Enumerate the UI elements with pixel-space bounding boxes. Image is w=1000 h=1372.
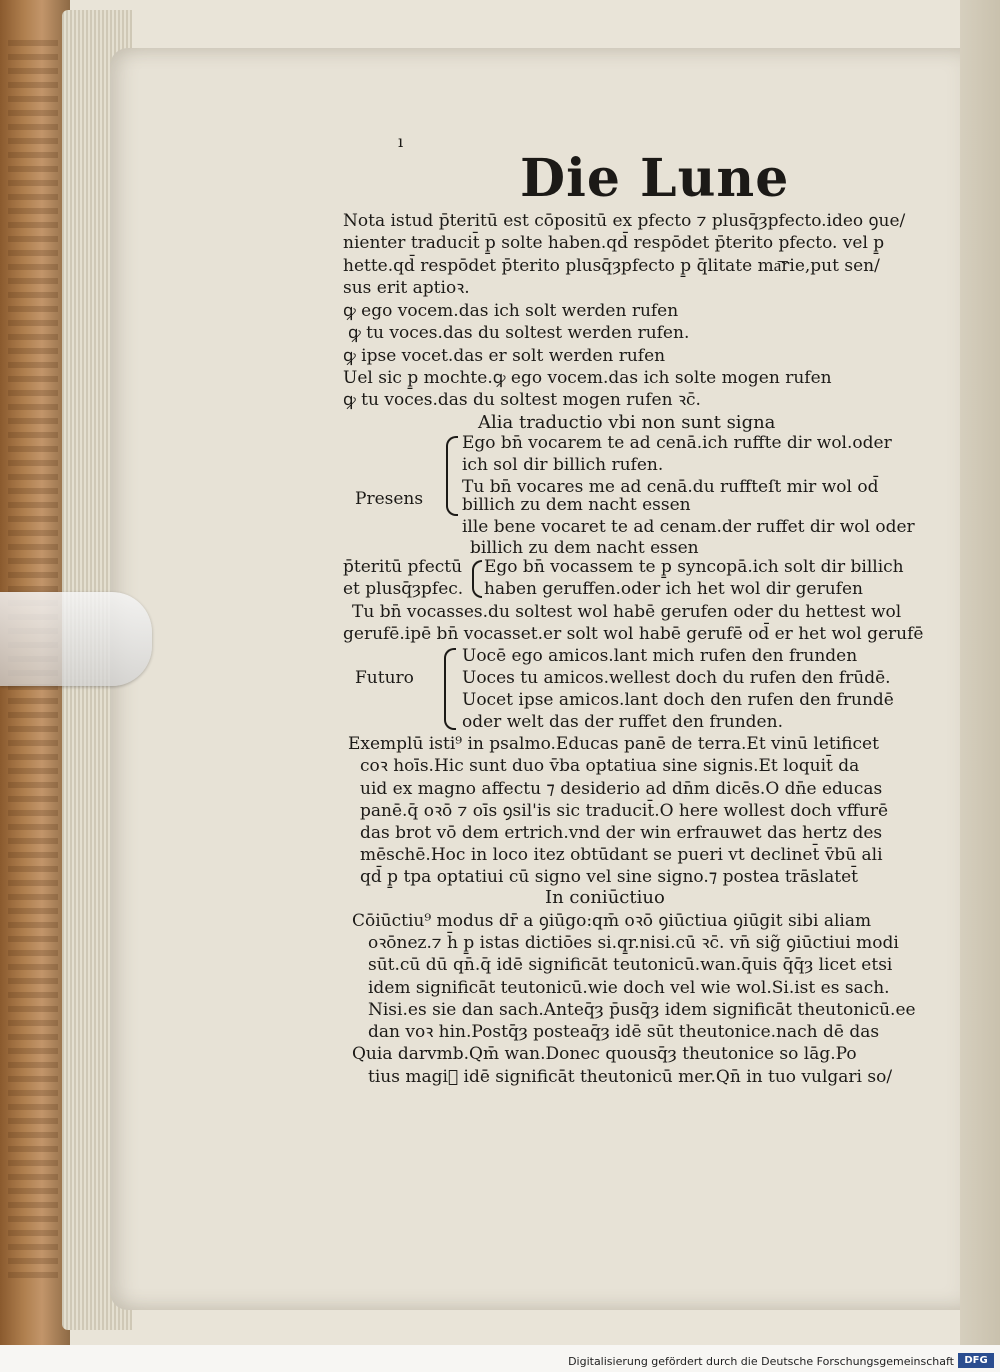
text-line: mēschē.Hoc in loco itez obtūdant se pueri vt declinet̄ v̄bū ali bbox=[360, 845, 883, 865]
footer-credit: Digitalisierung gefördert durch die Deutsche Forschungsgemeinschaft bbox=[568, 1355, 954, 1368]
text-line: Tu bn̄ vocares me ad cenā.du ruffteſt mir wol od̄ bbox=[462, 477, 879, 497]
section-heading: In coniūctiuo bbox=[545, 887, 665, 908]
page-mark: ı bbox=[398, 132, 404, 151]
book-gutter bbox=[960, 0, 1000, 1345]
page-title: Die Lune bbox=[520, 148, 790, 209]
section-heading: Alia traductio vbi non sunt signa bbox=[478, 412, 776, 433]
text-line: panē.q̄ oꝛō ⁊ oīs ꝯsil'is sic traducit̄.O here wollest doch vffurē bbox=[360, 801, 889, 821]
text-line: ꝙ tu voces.das du soltest mogen rufen ꝛc̄. bbox=[343, 390, 701, 410]
text-line: coꝛ hoīs.Hic sunt duo v̄ba optatiua sine signis.Et loquit̄ da bbox=[360, 756, 860, 776]
text-line: ꝙ ego vocem.das ich solt werden rufen bbox=[343, 301, 679, 321]
margin-label: et plusq̄ȝpfec. bbox=[343, 579, 464, 599]
text-line: haben geruffen.oder ich het wol dir gerufen bbox=[484, 579, 863, 599]
brace bbox=[446, 436, 458, 516]
text-line: dan voꝛ hin.Postq̄ȝ posteaq̄ȝ idē sūt theutonice.nach dē das bbox=[368, 1022, 880, 1042]
text-line: Uoces tu amicos.wellest doch du rufen den frūdē. bbox=[462, 668, 891, 688]
text-line: gerufē.ipē bn̄ vocasset.er solt wol habē gerufē od̄ er het wol gerufē bbox=[343, 624, 924, 644]
text-line: tius magi᷑ idē significāt theutonicū mer.Qn̄ in tuo vulgari so/ bbox=[368, 1067, 893, 1087]
margin-label: p̄teritū pfectū bbox=[343, 557, 463, 577]
text-line: Uel sic p̱ mochte.ꝙ ego vocem.das ich solte mogen rufen bbox=[343, 368, 832, 388]
text-line: ich sol dir billich rufen. bbox=[462, 455, 664, 475]
text-line: billich zu dem nacht essen bbox=[470, 538, 699, 558]
text-line: Tu bn̄ vocasses.du soltest wol habē gerufen oder du hettest wol bbox=[352, 602, 902, 622]
text-line: ille bene vocaret te ad cenam.der ruffet dir wol oder bbox=[462, 517, 915, 537]
text-line: qd̄ p̱ tpa optatiui cū signo vel sine signo.⁊ postea trāslatet̄ bbox=[360, 867, 859, 887]
text-line: ꝙ tu voces.das du soltest werden rufen. bbox=[348, 323, 690, 343]
text-line: Ego bn̄ vocassem te p̱ syncopā.ich solt dir billich bbox=[484, 557, 904, 577]
text-line: Exemplū isti⁹ in psalmo.Educas panē de terra.Et vinū letificet bbox=[348, 734, 879, 754]
text-line: uid ex magno affectu ⁊ desiderio ad dn̄m dicēs.O dn̄e educas bbox=[360, 779, 883, 799]
page-holder-strip bbox=[0, 592, 152, 686]
text-line: Nota istud p̄teritū est cōpositū ex pfecto ⁊ plusq̄ȝpfecto.ideo ꝯue/ bbox=[343, 211, 906, 231]
brace bbox=[472, 560, 482, 598]
text-line: das brot vō dem ertrich.vnd der win erfrauwet das hertz des bbox=[360, 823, 883, 843]
text-line: Cōiūctiu⁹ modus dr̄ a ꝯiūgo:qm̄ oꝛō ꝯiūctiua ꝯiūgit sibi aliam bbox=[352, 911, 872, 931]
text-line: ꝙ ipse vocet.das er solt werden rufen bbox=[343, 346, 666, 366]
brace bbox=[444, 648, 456, 730]
text-line: Uocet ipse amicos.lant doch den rufen den frundē bbox=[462, 690, 894, 710]
dfg-logo: DFG bbox=[958, 1353, 994, 1368]
text-line: sus erit aptioꝛ. bbox=[343, 278, 470, 298]
text-line: oder welt das der ruffet den frunden. bbox=[462, 712, 783, 732]
text-line: billich zu dem nacht essen bbox=[462, 495, 691, 515]
text-line: sūt.cū dū qn̄.q̄ idē significāt teutonicū.wan.q̄uis q̄q̄ȝ licet etsi bbox=[368, 955, 893, 975]
text-line: Uocē ego amicos.lant mich rufen den frunden bbox=[462, 646, 858, 666]
text-line: Nisi.es sie dan sach.Anteq̄ȝ p̄usq̄ȝ idem significāt theutonicū.ee bbox=[368, 1000, 916, 1020]
margin-label: Presens bbox=[355, 489, 424, 509]
text-line: nienter traducit̄ p̱ solte haben.qd̄ respōdet p̄terito pfecto. vel p̱ bbox=[343, 233, 885, 253]
margin-label: Futuro bbox=[355, 668, 414, 688]
text-line: Ego bn̄ vocarem te ad cenā.ich ruffte dir wol.oder bbox=[462, 433, 892, 453]
text-line: oꝛōnez.⁊ h̄ p̱ istas dictiōes si.q̱r.nisi.cū ꝛc̄. vn̄ sig̃ ꝯiūctiui modi bbox=[368, 933, 899, 953]
text-line: Quia darvmb.Qm̄ wan.Donec quousq̄ȝ theutonice so lāg.Po bbox=[352, 1044, 857, 1064]
text-line: idem significāt teutonicū.wie doch vel wie wol.Si.ist es sach. bbox=[368, 978, 890, 998]
text-line: hette.qd̄ respōdet p̄terito plusq̄ȝpfecto p̱ q̄litate ma͞rie,put sen/ bbox=[343, 256, 880, 276]
